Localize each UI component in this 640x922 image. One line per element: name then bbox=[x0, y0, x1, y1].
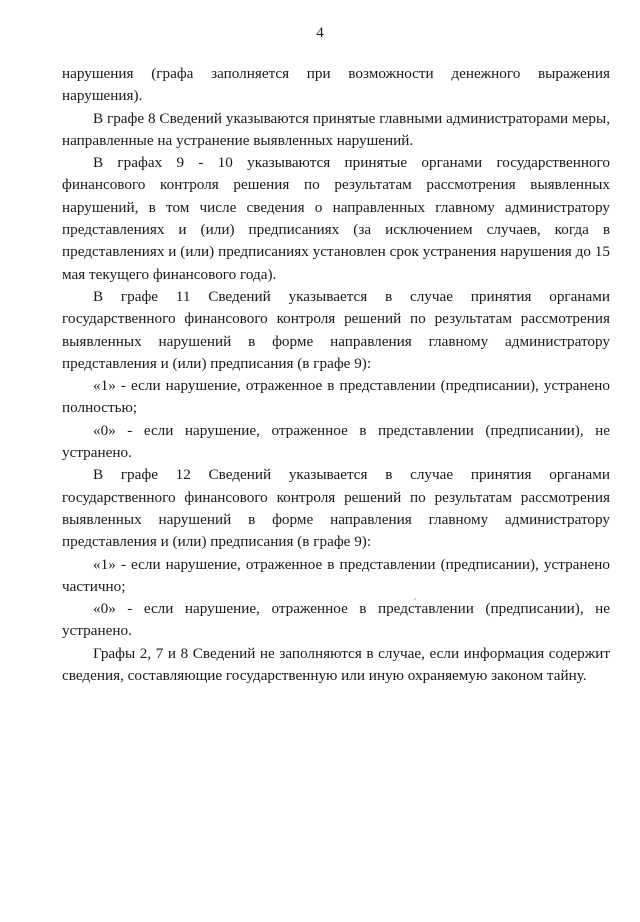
paragraph-columns-9-10: В графах 9 - 10 указываются принятые органами государственного финансового контроля решения по результатам рассмотрения выявленных нарушений, в том числе сведения о направленных главному администратору представлениях и (или) предписаниях (за исключением случаев, когда в представлениях и (или) предписаниях установлен срок устранения нарушения до 15 мая текущего финансового года). bbox=[62, 154, 610, 283]
paragraph-column-12-value-1: «1» - если нарушение, отраженное в представлении (предписании), устранено частично; bbox=[62, 555, 610, 595]
paragraph-column-11-value-0: «0» - если нарушение, отраженное в представлении (предписании), не устранено. bbox=[62, 421, 610, 462]
paragraph-column-12: В графе 12 Сведений указывается в случае принятия органами государственного финансового контроля решений по результатам рассмотрения выявленных нарушений в форме направления главному администратору представления и (или) предписания (в графе 9): bbox=[62, 466, 610, 551]
paragraph-columns-2-7-8: Графы 2, 7 и 8 Сведений не заполняются в случае, если информация содержит сведения, составляющие государственную или иную охраняемую законом тайну. bbox=[62, 644, 610, 685]
page-number: 4 bbox=[316, 25, 324, 41]
paragraph-column-12-value-0: «0» - если нарушение, отраженное в представлении (предписании), не устранено. bbox=[62, 600, 610, 640]
paragraph-column-11: В графе 11 Сведений указывается в случае принятия органами государственного финансового контроля решений по результатам рассмотрения выявленных нарушений в форме направления главному администратору представления и (или) предписания (в графе 9): bbox=[62, 287, 610, 372]
document-body bbox=[62, 63, 610, 687]
paragraph-column-11-value-1: «1» - если нарушение, отраженное в представлении (предписании), устранено полностью; bbox=[62, 377, 610, 417]
scan-speck bbox=[414, 598, 416, 600]
paragraph-column-8: В графе 8 Сведений указываются принятые главными администраторами меры, направленные на устранение выявленных нарушений. bbox=[62, 109, 610, 149]
paragraph-continuation: нарушения (графа заполняется при возможности денежного выражения нарушения). bbox=[62, 65, 610, 105]
